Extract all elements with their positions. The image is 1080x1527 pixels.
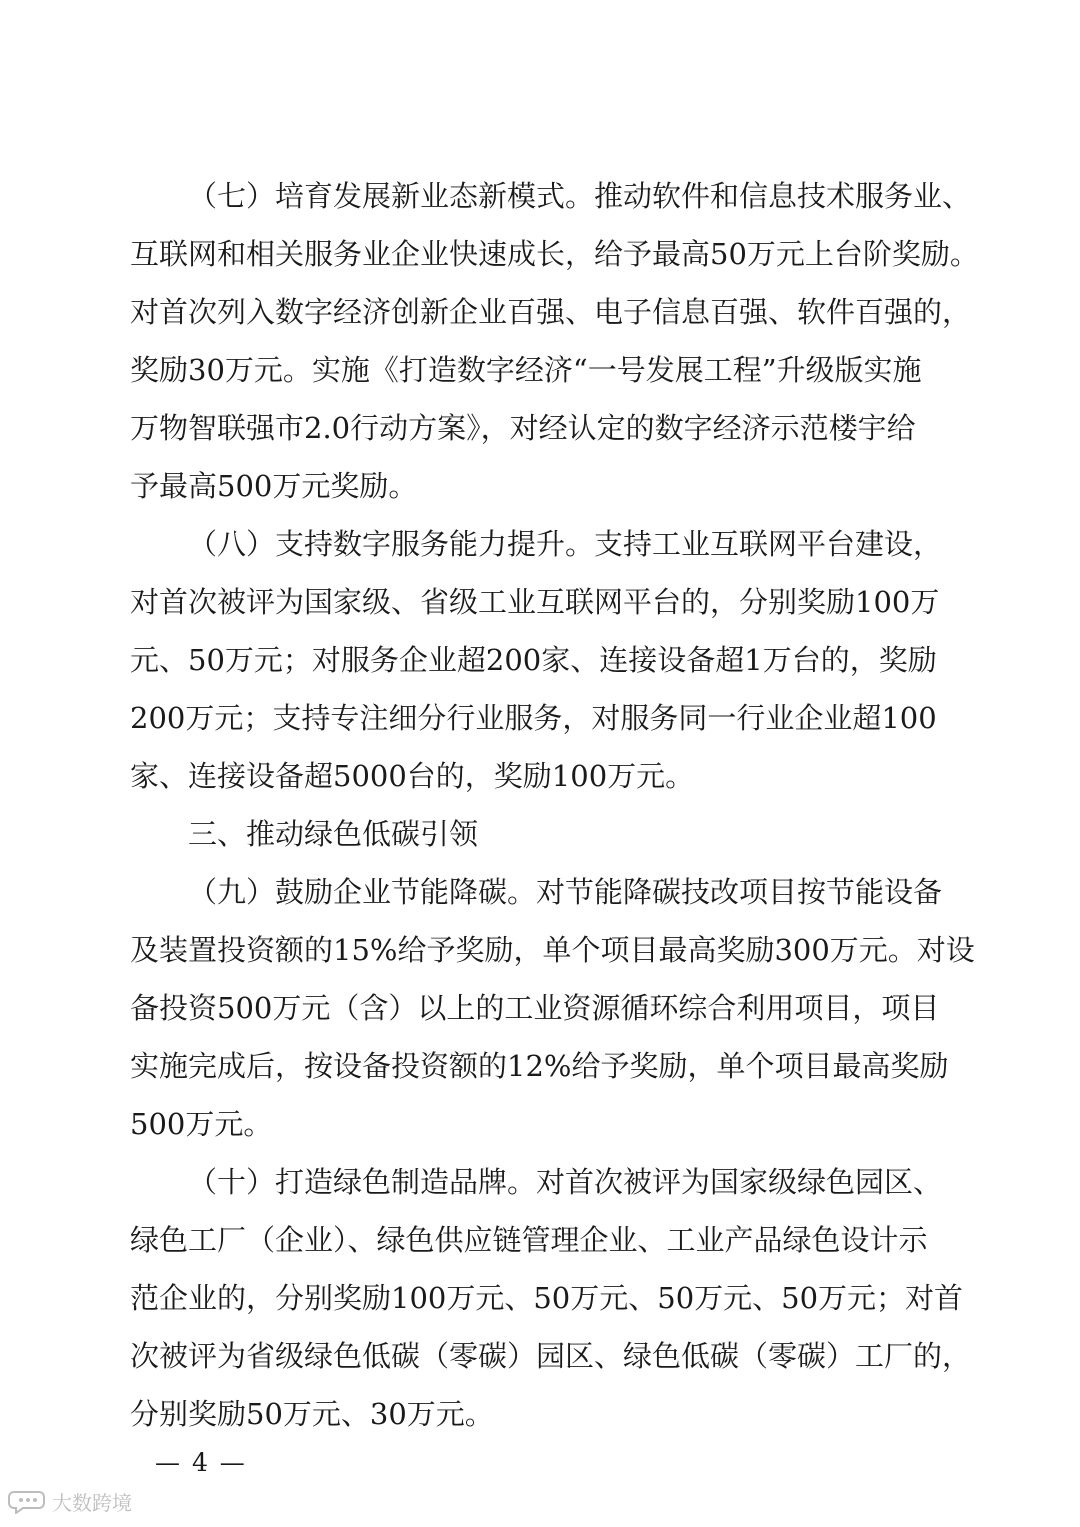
- document-line: 绿色工厂（企业）、绿色供应链管理企业、工业产品绿色设计示: [130, 1223, 928, 1257]
- document-line: 对首次被评为国家级、省级工业互联网平台的，分别奖励100万: [130, 585, 940, 619]
- document-line: 元、50万元；对服务企业超200家、连接设备超1万台的，奖励: [130, 643, 937, 677]
- document-line: 互联网和相关服务业企业快速成长，给予最高50万元上台阶奖励。: [130, 237, 979, 271]
- document-line: 万物智联强市2.0行动方案》，对经认定的数字经济示范楼宇给: [130, 411, 916, 445]
- document-line: 实施完成后，按设备投资额的12%给予奖励，单个项目最高奖励: [130, 1049, 949, 1083]
- document-body: [130, 176, 979, 1452]
- document-line: 备投资500万元（含）以上的工业资源循环综合利用项目，项目: [130, 991, 940, 1025]
- speech-bubble-icon: [8, 1488, 48, 1514]
- document-line: 次被评为省级绿色低碳（零碳）园区、绿色低碳（零碳）工厂的，: [130, 1339, 972, 1373]
- document-line: 对首次列入数字经济创新企业百强、电子信息百强、软件百强的，: [130, 295, 972, 329]
- document-line: 200万元；支持专注细分行业服务，对服务同一行业企业超100: [130, 701, 937, 735]
- page-number: — 4 —: [155, 1448, 247, 1477]
- document-line: 奖励30万元。实施《打造数字经济“一号发展工程”升级版实施: [130, 353, 922, 387]
- document-line: 分别奖励50万元、30万元。: [130, 1397, 494, 1431]
- document-line: 予最高500万元奖励。: [130, 469, 418, 503]
- document-line: 及装置投资额的15%给予奖励，单个项目最高奖励300万元。对设: [130, 933, 975, 967]
- document-line: 三、推动绿色低碳引领: [188, 817, 479, 851]
- document-line: （七）培育发展新业态新模式。推动软件和信息技术服务业、: [188, 179, 972, 213]
- watermark-text: 大数跨境: [52, 1490, 132, 1515]
- watermark: [8, 1484, 132, 1518]
- document-line: （八）支持数字服务能力提升。支持工业互联网平台建设，: [188, 527, 943, 561]
- document-line: 500万元。: [130, 1107, 273, 1141]
- document-line: 范企业的，分别奖励100万元、50万元、50万元、50万元；对首: [130, 1281, 964, 1315]
- document-line: 家、连接设备超5000台的，奖励100万元。: [130, 759, 695, 793]
- document-line: （九）鼓励企业节能降碳。对节能降碳技改项目按节能设备: [188, 875, 943, 909]
- document-line: （十）打造绿色制造品牌。对首次被评为国家级绿色园区、: [188, 1165, 943, 1199]
